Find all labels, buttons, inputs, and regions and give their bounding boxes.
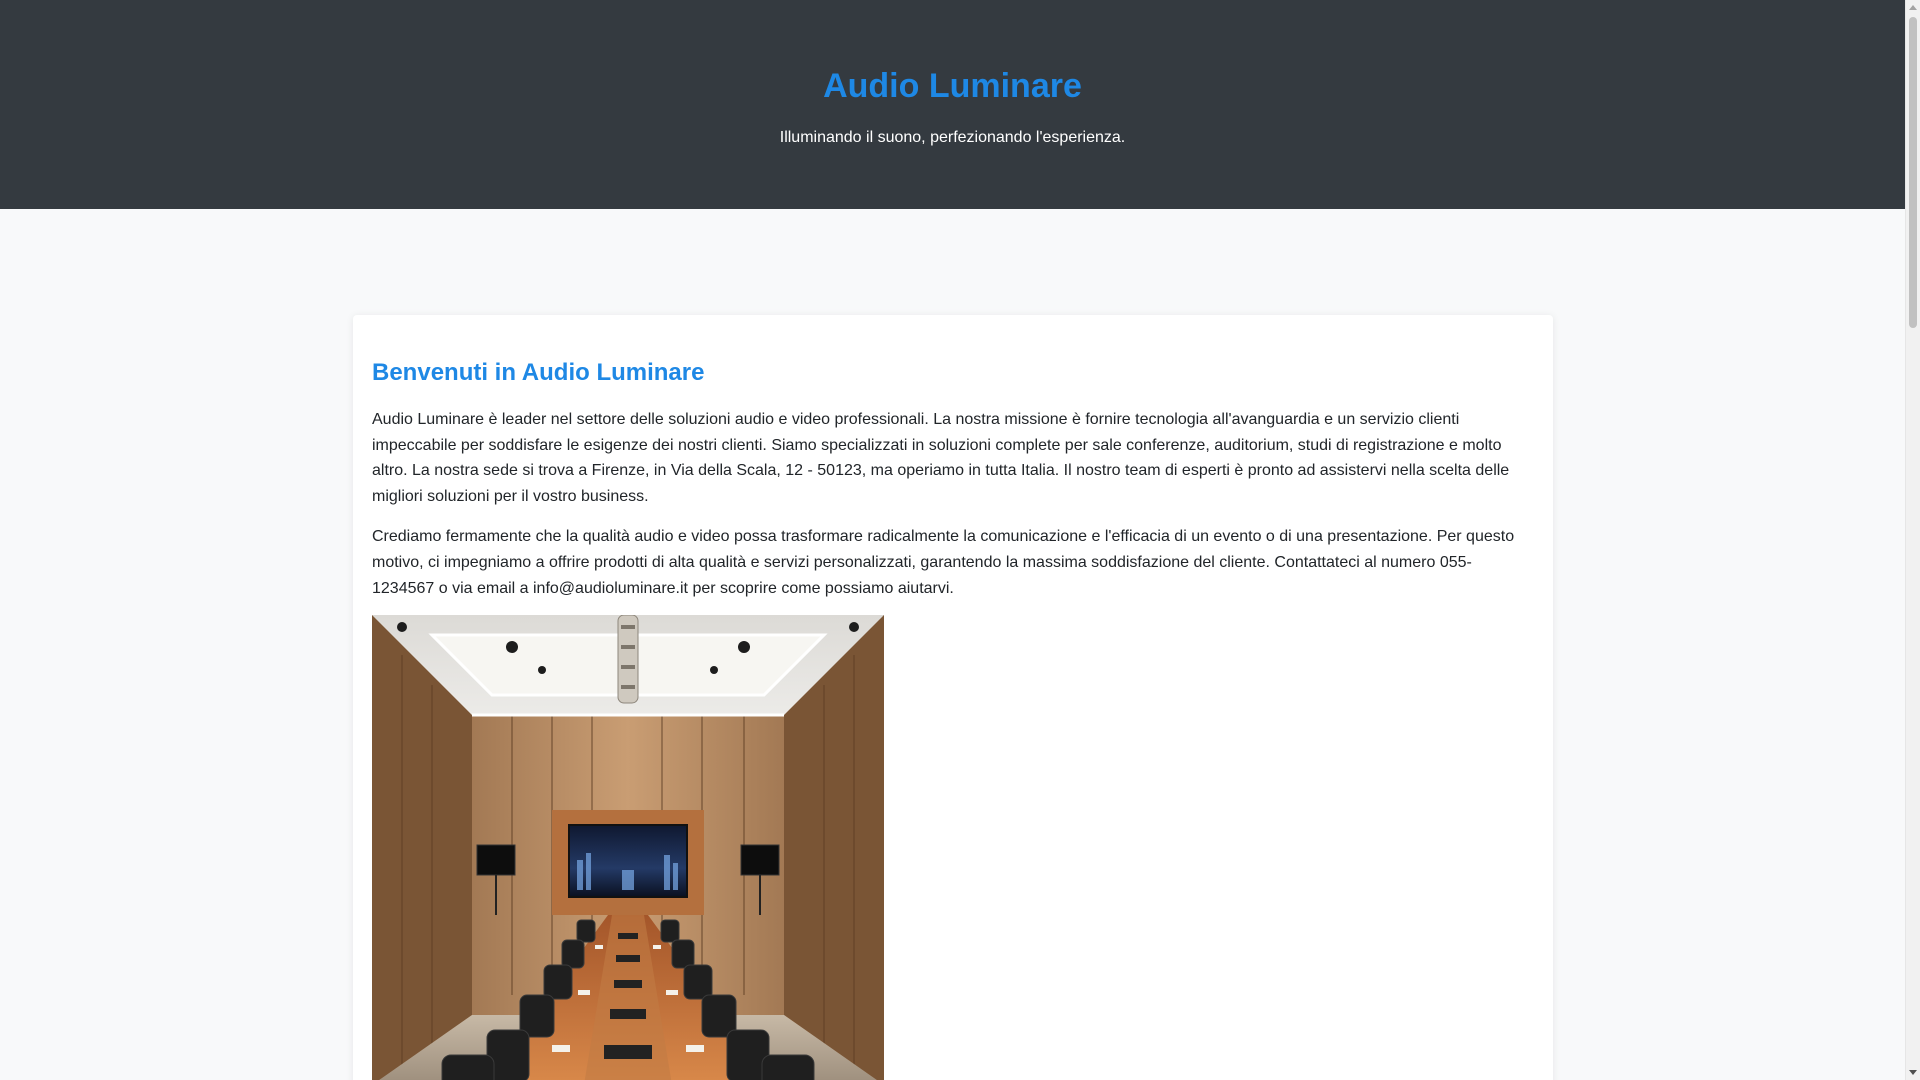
site-header [0,0,1905,209]
intro-paragraph: Audio Luminare è leader nel settore delle soluzioni audio e video professionali. La nostra missione è fornire tecnologia all'avanguardia e un servizio clienti impeccabile per soddisfare le esigenze dei nostri clienti. Siamo specializzati in soluzioni complete per sale conferenze, auditorium, studi di registrazione e molto altro. La nostra sede si trova a Firenze, in Via della Scala, 12 - 50123, ma operiamo in tutta Italia. Il nostro team di esperti è pronto ad assistervi nella scelta delle migliori soluzioni per il vostro business. [372,411,1510,505]
welcome-heading: Benvenuti in Audio Luminare [372,359,705,386]
conference-room-photo [372,615,884,1080]
content-card [353,315,1553,1080]
site-tagline: Illuminando il suono, perfezionando l'esperienza. [779,129,1126,146]
site-title: Audio Luminare [823,67,1082,105]
scroll-up-arrow-icon[interactable] [1909,5,1917,10]
scroll-thumb[interactable] [1909,17,1917,328]
conference-room-image [372,615,884,1080]
scroll-down-arrow-icon[interactable] [1909,1070,1917,1075]
mission-paragraph: Crediamo fermamente che la qualità audio e video possa trasformare radicalmente la comunicazione e l'efficacia di un evento o di una presentazione. Per questo motivo, ci impegniamo a offrire prodotti di alta qualità e servizi personalizzati, garantendo la massima soddisfazione del cliente. Contattateci al numero 055-1234567 o via email a info@audioluminare.it per scoprire come possiamo aiutarvi. [372,528,1515,597]
page-scrollbar[interactable] [1905,0,1920,1080]
